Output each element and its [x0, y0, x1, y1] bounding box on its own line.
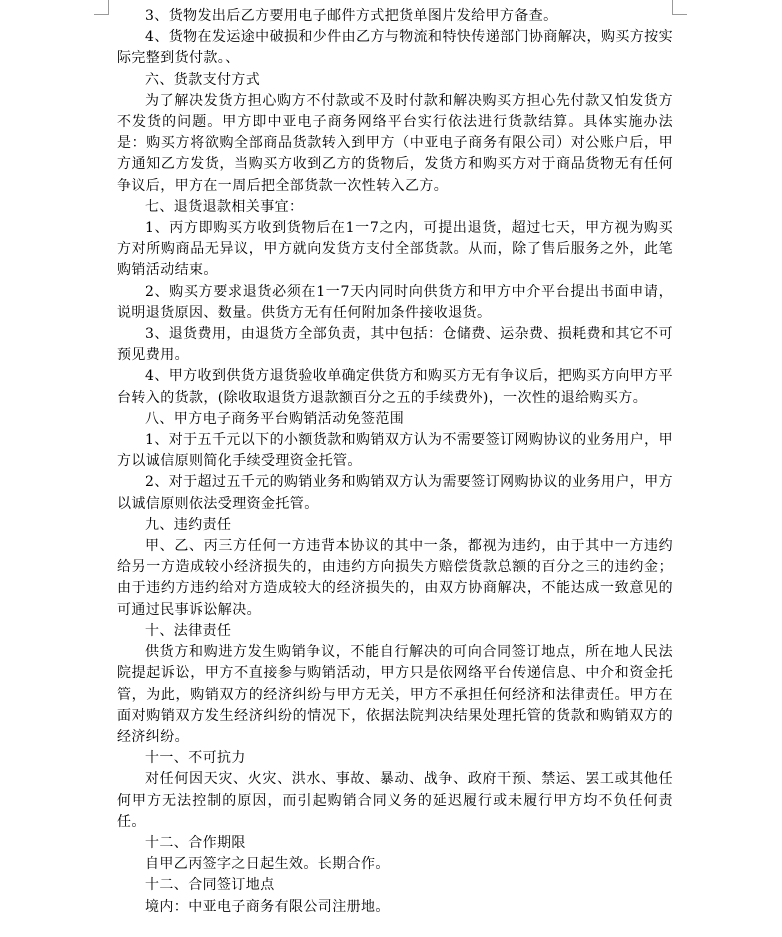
section-9-heading: 九、违约责任 — [145, 516, 232, 533]
section-10-body: 供货方和购进方发生购销争议，不能自行解决的可向合同签订地点，所在地人民法院提起诉讼，甲方不直接参与购销活动，甲方只是依网络平台传递信息、中介和资金托管，为此，购销双方的经济纠纷与甲方无关，甲方不承担任何经济和法律责任。甲方在面对购销双方发生经济纠纷的情况下，依据法院判决结果处理托管的货款和购销双方的经济纠纷。 — [117, 644, 673, 745]
section-9-body: 甲、乙、丙三方任何一方违背本协议的其中一条，都视为违约，由于其中一方违约给另一方造成较小经济损失的，由违约方向损失方赔偿货款总额的百分之三的违约金；由于违约方违约给对方造成较大的经济损失的，由双方协商解决，不能达成一致意见的可通过民事诉讼解决。 — [117, 538, 673, 618]
section-7-item-4: 4、甲方收到供货方退货验收单确定供货方和购买方无有争议后，把购买方向甲方平台转入的货款，(除收取退货方退款额百分之五的手续费外)，一次性的退给购买方。 — [117, 368, 673, 406]
document-body — [117, 6, 673, 918]
section-6-body: 为了解决发货方担心购方不付款或不及时付款和解决购买方担心先付款又怕发货方不发货的问题。甲方即中亚电子商务网络平台实行依法进行货款结算。具体实施办法是：购买方将欲购全部商品货款转入到甲方（中亚电子商务有限公司）对公账户后，甲方通知乙方发货，当购买方收到乙方的货物后，发货方和购买方对于商品货物无有任何争议后，甲方在一周后把全部货款一次性转入乙方。 — [117, 92, 673, 194]
section-8-heading: 八、甲方电子商务平台购销活动免签范围 — [145, 410, 405, 427]
section-8-item-1: 1、对于五千元以下的小额货款和购销双方认为不需要签订网购协议的业务用户，甲方以诚信原则简化手续受理资金托管。 — [117, 432, 673, 470]
clause-4-damage-in-transit: 4、货物在发运途中破损和少件由乙方与物流和特快传递部门协商解决，购买方按实际完整到货付款。、 — [117, 29, 673, 67]
section-11-heading: 十一、不可抗力 — [145, 750, 246, 767]
section-7-item-3: 3、退货费用，由退货方全部负责，其中包括：仓储费、运杂费、损耗费和其它不可预见费用。 — [117, 326, 673, 364]
page-corner-mark-right — [672, 0, 687, 15]
section-12b-heading: 十二、合同签订地点 — [145, 877, 275, 894]
section-6-heading: 六、货款支付方式 — [145, 71, 261, 88]
section-7-item-1: 1、丙方即购买方收到货物后在1一7之内，可提出退货，超过七天，甲方视为购买方对所购商品无异议，甲方就向发货方支付全部货款。从而，除了售后服务之外，此笔购销活动结束。 — [117, 220, 673, 279]
clause-3-shipping-photo: 3、货物发出后乙方要用电子邮件方式把货单图片发给甲方备查。 — [145, 8, 558, 24]
section-11-body: 对任何因天灾、火灾、洪水、事故、暴动、战争、政府干预、禁运、罢工或其他任何甲方无法控制的原因，而引起购销合同义务的延迟履行或未履行甲方均不负任何责任。 — [117, 771, 673, 830]
section-7-item-2: 2、购买方要求退货必须在1一7天内同时向供货方和甲方中介平台提出书面申请，说明退货原因、数量。供货方无有任何附加条件接收退货。 — [117, 283, 673, 321]
section-12b-body: 境内：中亚电子商务有限公司注册地。 — [145, 898, 390, 915]
page-corner-mark-left — [94, 0, 109, 15]
section-12-heading: 十二、合作期限 — [145, 834, 246, 851]
section-8-item-2: 2、对于超过五千元的购销业务和购销双方认为需要签订网购协议的业务用户，甲方以诚信原则依法受理资金托管。 — [117, 474, 673, 512]
section-7-heading: 七、退货退款相关事宜： — [145, 198, 304, 215]
section-10-heading: 十、法律责任 — [145, 622, 232, 639]
section-12-body: 自甲乙丙签字之日起生效。长期合作。 — [145, 856, 390, 873]
